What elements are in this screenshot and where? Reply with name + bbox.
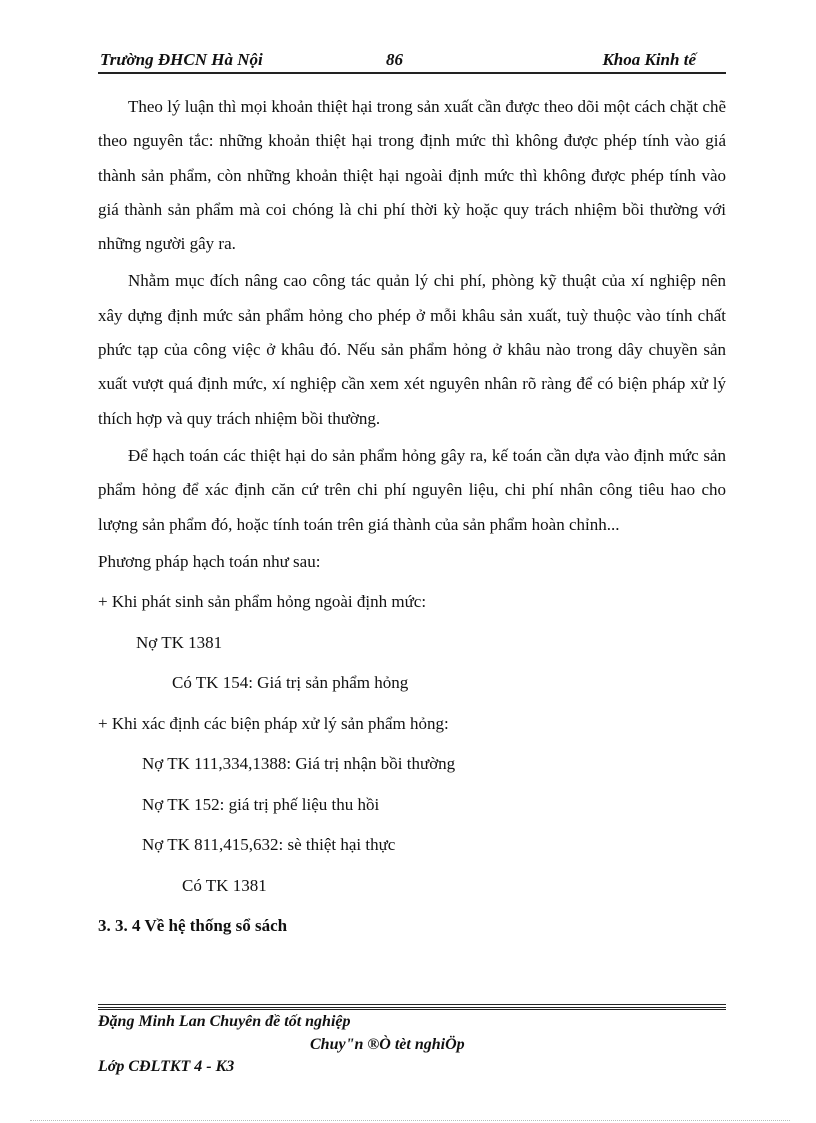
paragraph-1: Theo lý luận thì mọi khoản thiệt hại trong sản xuất cần được theo dõi một cách chặt chẽ theo nguyên tắc: những khoản thiệt hại trong định mức thì không được phép tính vào giá thành sản phẩm, còn những khoản thiệt hại ngoài định mức thì không được phép tính vào giá thành sản phẩm mà coi chóng là chi phí thời kỳ hoặc quy trách nhiệm bồi thường với những người gây ra. (98, 97, 726, 254)
case2-credit: Có TK 1381 (182, 875, 267, 895)
case2-debit-1: Nợ TK 111,334,1388: Giá trị nhận bồi thường (142, 754, 456, 774)
page-header (98, 48, 726, 74)
case2-debit-3: Nợ TK 811,415,632: sè thiệt hại thực (142, 835, 396, 855)
paragraph-3: Để hạch toán các thiệt hại do sản phẩm hỏng gây ra, kế toán cần dựa vào định mức sản phẩm hỏng để xác định căn cứ trên chi phí nguyên liệu, chi phí nhân công tiêu hao cho lượng sản phẩm đó, hoặc tính toán trên giá thành của sản phẩm hoàn chỉnh... (98, 445, 726, 534)
page-number: 86 (386, 50, 403, 69)
case1-credit: Có TK 154: Giá trị sản phẩm hỏng (172, 673, 409, 693)
header-faculty: Khoa Kinh tế (602, 50, 696, 69)
footer-class: Lớp CĐLTKT 4 - K3 (98, 1058, 235, 1075)
paragraph-2: Nhằm mục đích nâng cao công tác quản lý chi phí, phòng kỹ thuật của xí nghiệp nên xây dựng định mức sản phẩm hỏng cho phép ở mỗi khâu sản xuất, tuỳ thuộc vào tính chất phức tạp của công việc ở khâu đó. Nếu sản phẩm hỏng ở khâu nào trong dây chuyền sản xuất vượt quá định mức, xí nghiệp cần xem xét nguyên nhân rõ ràng để có biện pháp xử lý thích hợp và quy trách nhiệm bồi thường. (98, 271, 726, 428)
case2-label: + Khi xác định các biện pháp xử lý sản phẩm hỏng: (98, 713, 449, 733)
footer-garbled-title: Chuy"n ®Ò tèt nghiÖp (310, 1036, 465, 1053)
section-heading: 3. 3. 4 Về hệ thống sổ sách (98, 916, 288, 936)
case1-debit: Nợ TK 1381 (136, 632, 223, 652)
footer-author: Đặng Minh Lan Chuyên đề tốt nghiệp (98, 1013, 351, 1030)
case1-label: + Khi phát sinh sản phẩm hỏng ngoài định mức: (98, 592, 427, 612)
page-bottom-dotted-edge (30, 1120, 790, 1121)
case2-debit-2: Nợ TK 152: giá trị phế liệu thu hồi (142, 794, 380, 814)
page-body (98, 90, 726, 947)
footer-divider (98, 1004, 726, 1008)
footer-divider-thin (98, 1009, 726, 1010)
header-school: Trường ĐHCN Hà Nội (100, 50, 263, 69)
method-title: Phương pháp hạch toán như sau: (98, 551, 321, 571)
